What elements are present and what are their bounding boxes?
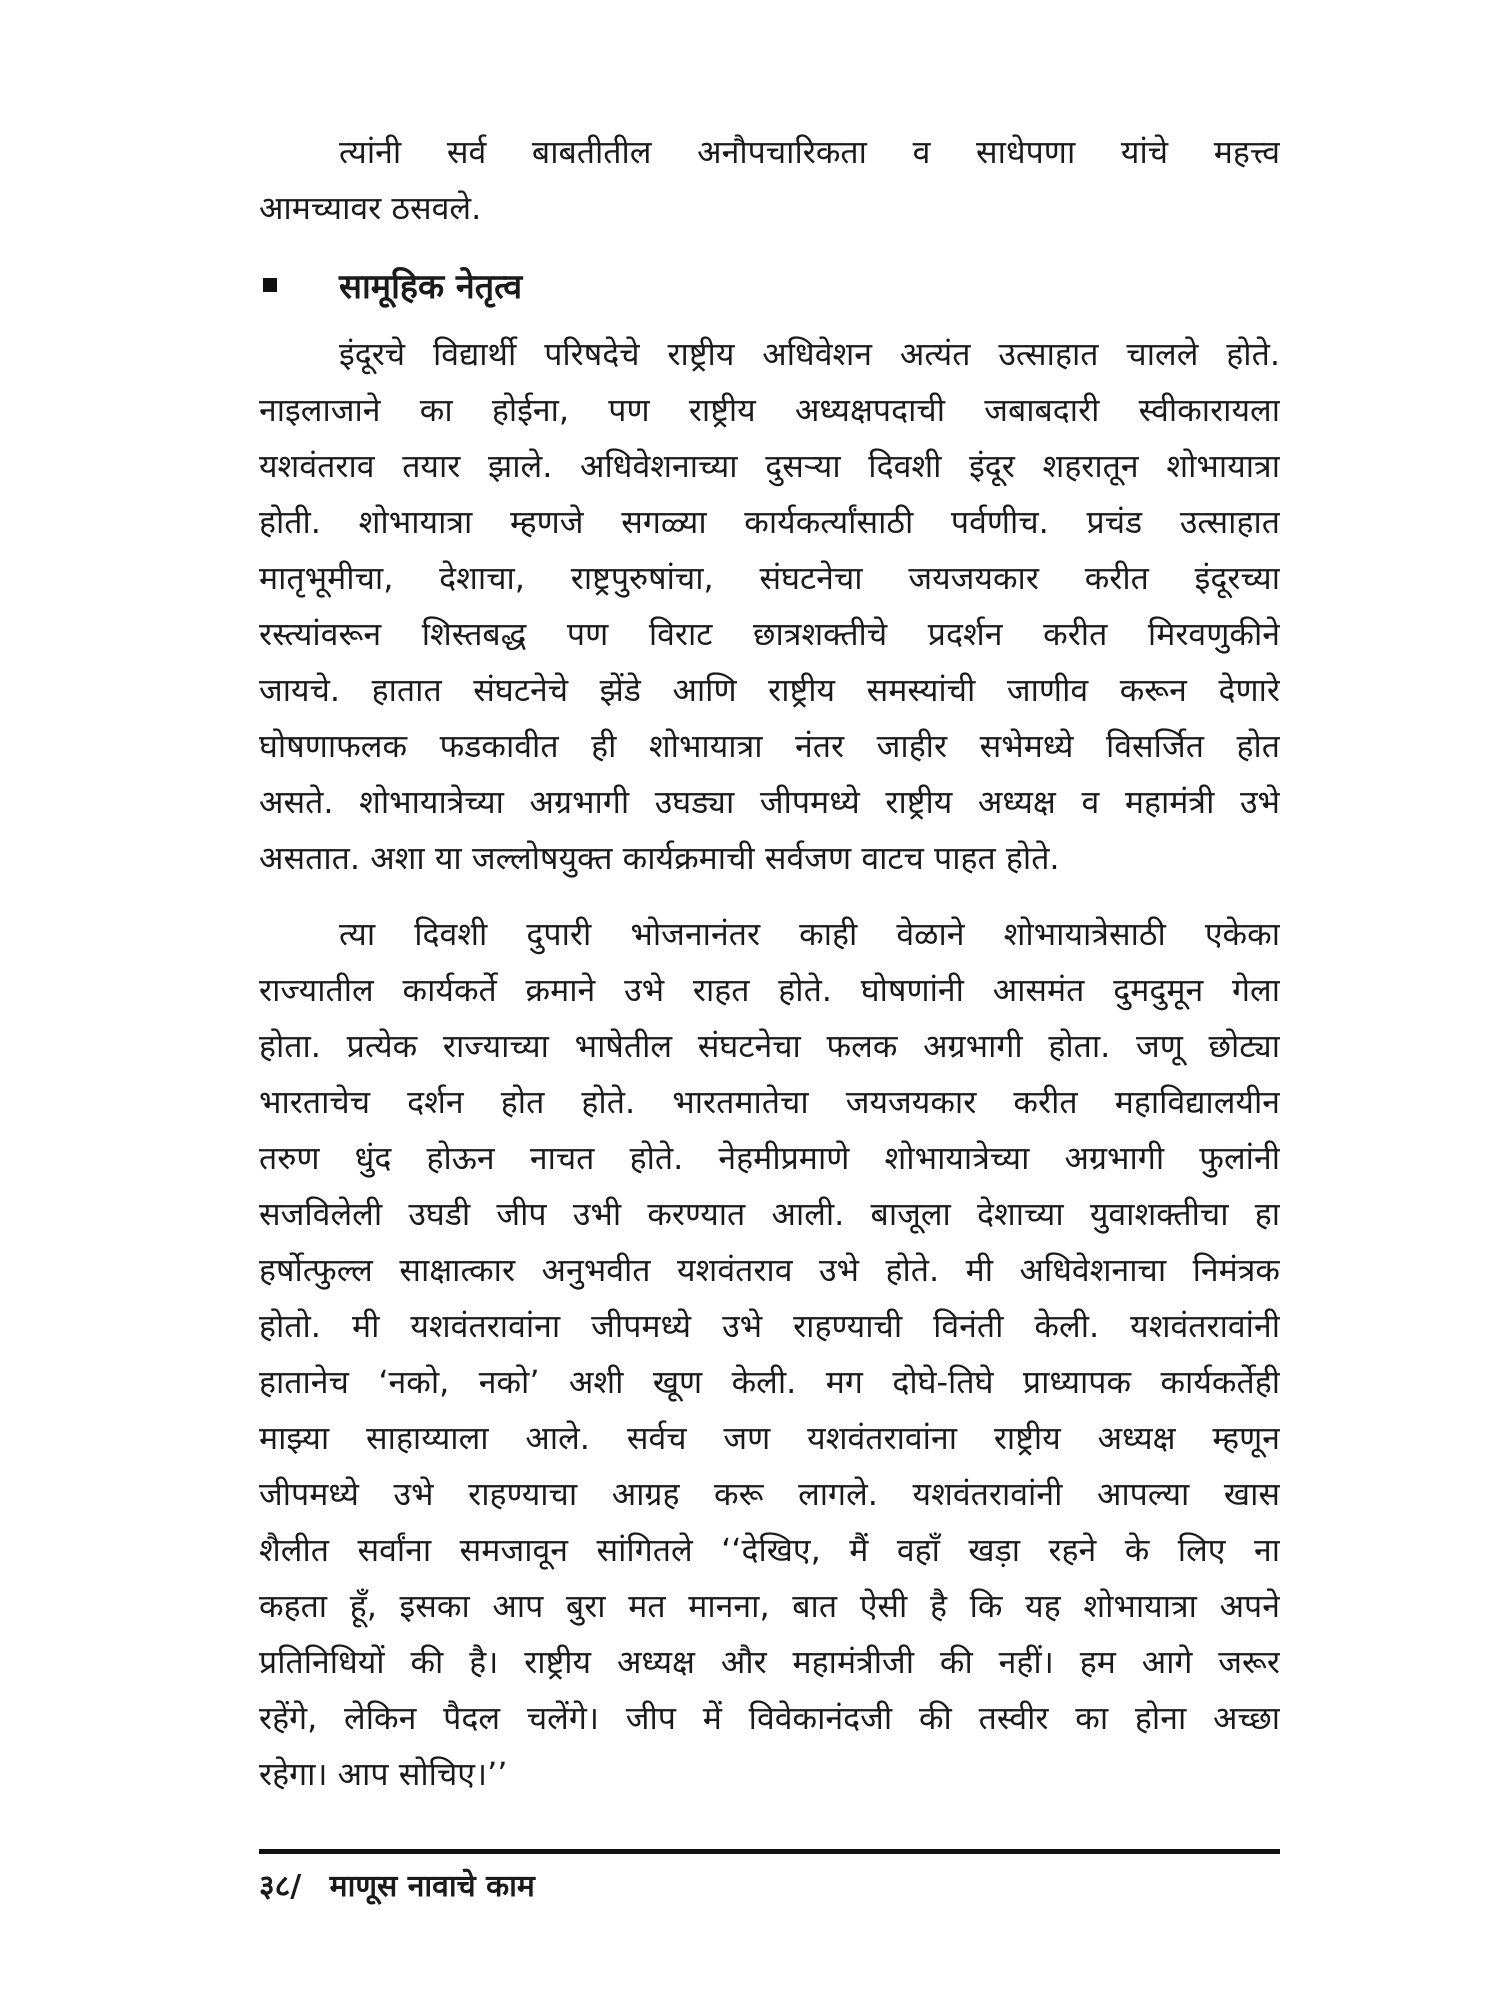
text-line: प्रतिनिधियों की है। राष्ट्रीय अध्यक्ष और महामंत्रीजी की नहीं। हम आगे जरूर — [259, 1643, 1280, 1681]
paragraph — [259, 326, 1280, 886]
text-line: त्यांनी सर्व बाबतीतील अनौपचारिकता व साधेपणा यांचे महत्त्व — [339, 133, 1280, 171]
text-line: हर्षोत्फुल्ल साक्षात्कार अनुभवीत यशवंतराव उभे होते. मी अधिवेशनाचा निमंत्रक — [259, 1251, 1280, 1289]
text-line: नाइलाजाने का होईना, पण राष्ट्रीय अध्यक्षपदाची जबाबदारी स्वीकारायला — [259, 391, 1280, 429]
text-line: मातृभूमीचा, देशाचा, राष्ट्रपुरुषांचा, संघटनेचा जयजयकार करीत इंदूरच्या — [259, 559, 1280, 597]
paragraph — [259, 906, 1280, 1802]
text-line: होता. प्रत्येक राज्याच्या भाषेतील संघटनेचा फलक अग्रभागी होता. जणू छोट्या — [259, 1027, 1280, 1065]
text-line: होतो. मी यशवंतरावांना जीपमध्ये उभे राहण्याची विनंती केली. यशवंतरावांनी — [259, 1307, 1280, 1345]
text-line: असतात. अशा या जल्लोषयुक्त कार्यक्रमाची सर्वजण वाटच पाहत होते. — [259, 839, 1060, 877]
text-line: जीपमध्ये उभे राहण्याचा आग्रह करू लागले. यशवंतरावांनी आपल्या खास — [259, 1475, 1280, 1513]
text-line: रस्त्यांवरून शिस्तबद्ध पण विराट छात्रशक्तीचे प्रदर्शन करीत मिरवणुकीने — [259, 615, 1280, 653]
page-number: ३८/ — [259, 1869, 302, 1904]
body-text — [259, 326, 1280, 1802]
intro-paragraph — [259, 124, 1280, 236]
text-line: रहेगा। आप सोचिए।’’ — [259, 1755, 508, 1793]
book-title: माणूस नावाचे काम — [329, 1869, 535, 1904]
text-line: असते. शोभायात्रेच्या अग्रभागी उघड्या जीपमध्ये राष्ट्रीय अध्यक्ष व महामंत्री उभे — [259, 783, 1280, 821]
footer-divider — [259, 1849, 1280, 1854]
text-line: जायचे. हातात संघटनेचे झेंडे आणि राष्ट्रीय समस्यांची जाणीव करून देणारे — [259, 671, 1280, 709]
text-line: भारताचेच दर्शन होत होते. भारतमातेचा जयजयकार करीत महाविद्यालयीन — [259, 1083, 1280, 1121]
square-bullet-icon — [263, 278, 277, 292]
text-line: रहेंगे, लेकिन पैदल चलेंगे। जीप में विवेकानंदजी की तस्वीर का होना अच्छा — [259, 1699, 1280, 1737]
text-line: होती. शोभायात्रा म्हणजे सगळ्या कार्यकर्त्यांसाठी पर्वणीच. प्रचंड उत्साहात — [259, 503, 1280, 541]
text-line: यशवंतराव तयार झाले. अधिवेशनाच्या दुसऱ्या दिवशी इंदूर शहरातून शोभायात्रा — [259, 447, 1280, 485]
text-line: सजविलेली उघडी जीप उभी करण्यात आली. बाजूला देशाच्या युवाशक्तीचा हा — [259, 1195, 1280, 1233]
text-line: तरुण धुंद होऊन नाचत होते. नेहमीप्रमाणे शोभायात्रेच्या अग्रभागी फुलांनी — [259, 1139, 1280, 1177]
text-line: आमच्यावर ठसवले. — [259, 189, 482, 227]
text-line: माझ्या साहाय्याला आले. सर्वच जण यशवंतरावांना राष्ट्रीय अध्यक्ष म्हणून — [259, 1419, 1280, 1457]
text-line: राज्यातील कार्यकर्ते क्रमाने उभे राहत होते. घोषणांनी आसमंत दुमदुमून गेला — [259, 971, 1280, 1009]
text-line: इंदूरचे विद्यार्थी परिषदेचे राष्ट्रीय अधिवेशन अत्यंत उत्साहात चालले होते. — [339, 335, 1280, 373]
text-line: कहता हूँ, इसका आप बुरा मत मानना, बात ऐसी है कि यह शोभायात्रा अपने — [259, 1587, 1280, 1625]
section-heading-text: सामूहिक नेतृत्व — [339, 267, 523, 307]
page-footer — [259, 1864, 535, 1905]
text-line: त्या दिवशी दुपारी भोजनानंतर काही वेळाने शोभायात्रेसाठी एकेका — [339, 915, 1280, 953]
text-line: हातानेच ‘नको, नको’ अशी खूण केली. मग दोघे-तिघे प्राध्यापक कार्यकर्तेही — [259, 1363, 1280, 1401]
section-heading — [259, 250, 1280, 320]
text-line: शैलीत सर्वांना समजावून सांगितले ‘‘देखिए, मैं वहाँ खड़ा रहने के लिए ना — [259, 1531, 1280, 1569]
text-line: घोषणाफलक फडकावीत ही शोभायात्रा नंतर जाहीर सभेमध्ये विसर्जित होत — [259, 727, 1280, 765]
page-body — [259, 124, 1280, 1822]
